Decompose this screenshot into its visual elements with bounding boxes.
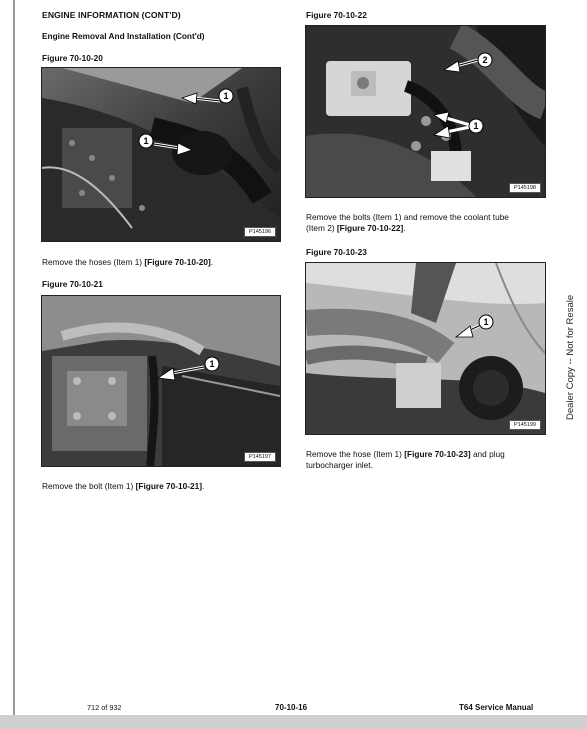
- instruction-hose-line2: turbocharger inlet.: [306, 460, 373, 470]
- figure-photo-23: [305, 262, 546, 435]
- viewer-bottom-strip: [0, 715, 587, 729]
- figure-photo-22: [305, 25, 546, 198]
- instruction-bolt: Remove the bolt (Item 1) [Figure 70-10-21].: [42, 481, 205, 491]
- figure-photo-21: [41, 295, 281, 467]
- callout-21a: 1: [209, 359, 215, 369]
- subsection-heading: Engine Removal And Installation (Cont'd): [42, 31, 205, 41]
- callout-20b: 1: [143, 136, 149, 146]
- instruction-hoses: Remove the hoses (Item 1) [Figure 70-10-20].: [42, 257, 214, 267]
- figure-caption-22: Figure 70-10-22: [306, 10, 367, 20]
- callout-20a: 1: [223, 91, 229, 101]
- photo-id-21: P145197: [244, 452, 276, 462]
- figure-photo-20: [41, 67, 281, 242]
- binding-edge: [13, 0, 15, 715]
- dealer-copy-watermark: Dealer Copy -- Not for Resale: [565, 294, 576, 420]
- footer-page-count: 712 of 932: [87, 703, 122, 712]
- callout-22a: 2: [482, 55, 488, 65]
- footer-page-number: 70-10-16: [275, 703, 308, 712]
- instruction-bolts-line1: Remove the bolts (Item 1) and remove the coolant tube: [306, 212, 509, 222]
- photo-id-20: P145196: [244, 227, 276, 237]
- figure-caption-23: Figure 70-10-23: [306, 247, 367, 257]
- photo-id-23: P145199: [509, 420, 541, 430]
- callout-22b: 1: [473, 121, 479, 131]
- section-heading: ENGINE INFORMATION (CONT'D): [42, 10, 181, 20]
- footer-manual-title: T64 Service Manual: [459, 703, 534, 712]
- figure-caption-20: Figure 70-10-20: [42, 53, 103, 63]
- instruction-bolts-line2: (Item 2) [Figure 70-10-22].: [306, 223, 406, 233]
- instruction-hose-line1: Remove the hose (Item 1) [Figure 70-10-23] and plug: [306, 449, 505, 459]
- callout-23a: 1: [483, 317, 489, 327]
- figure-caption-21: Figure 70-10-21: [42, 279, 103, 289]
- photo-id-22: P145198: [509, 183, 541, 193]
